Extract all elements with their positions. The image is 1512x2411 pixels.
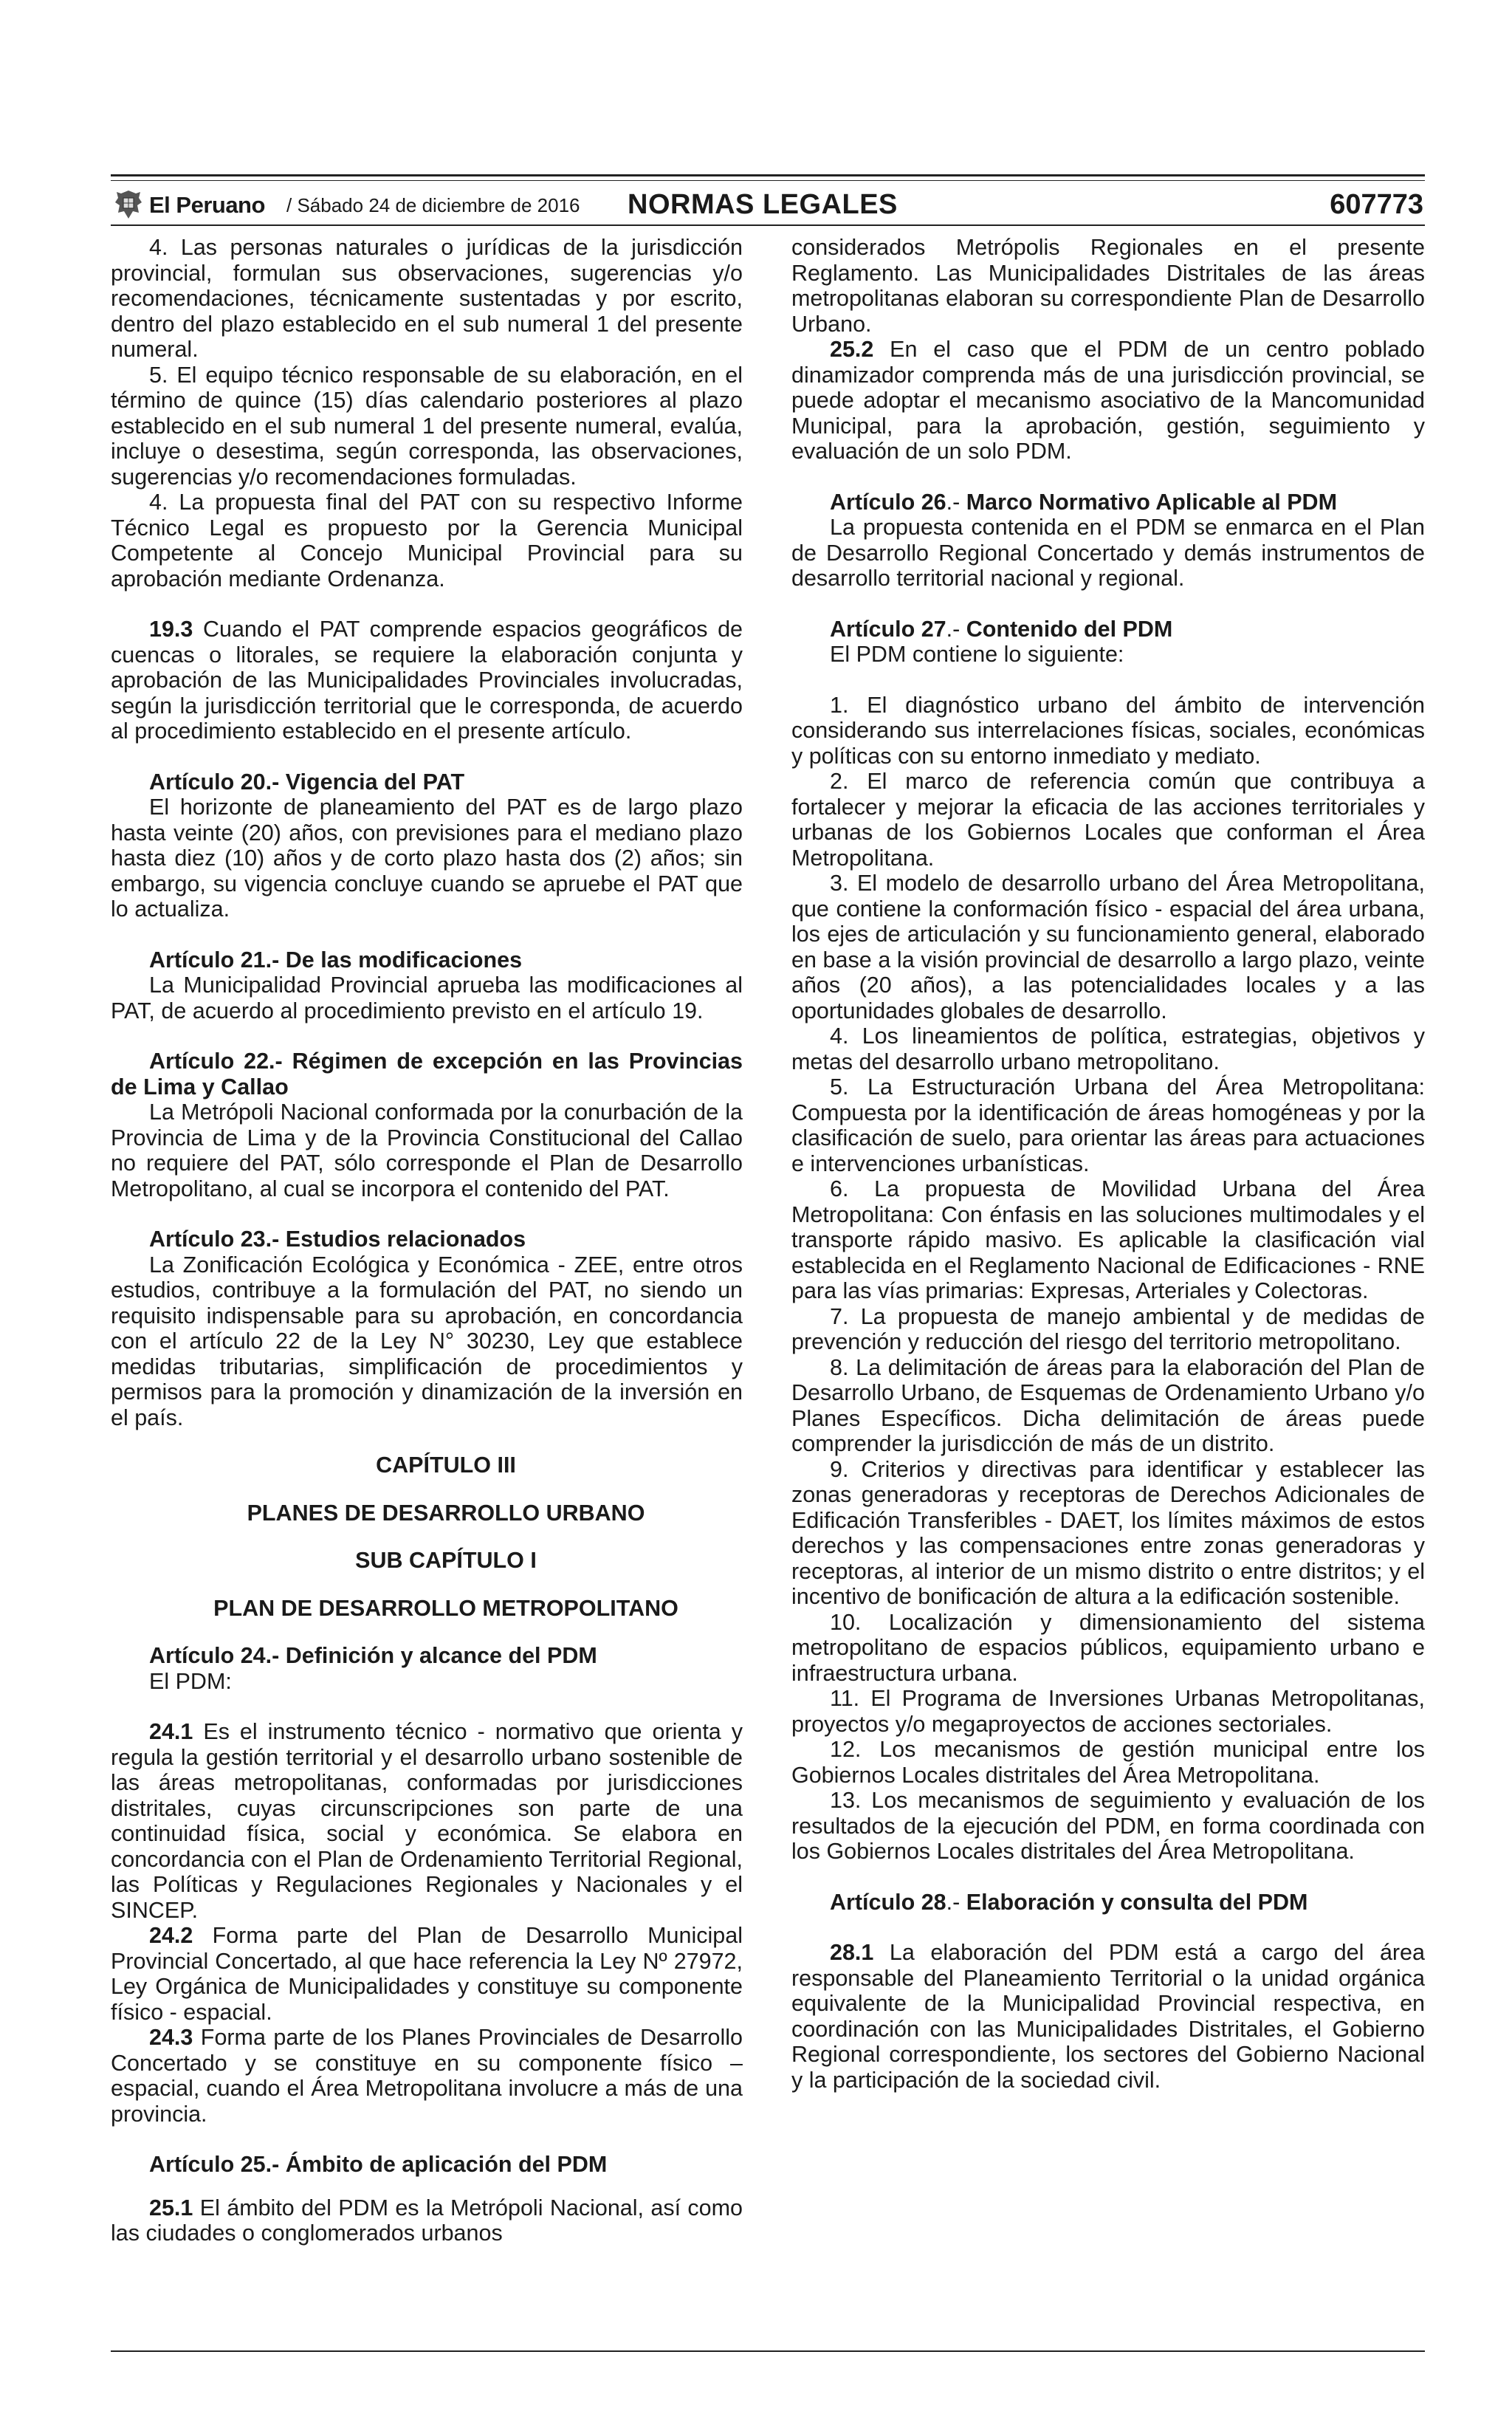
clause-number: 19.3 bbox=[149, 617, 193, 642]
paragraph: considerados Metrópolis Regionales en el presente Reglamento. Las Municipalidades Distritales de las áreas metropolitanas elaboran su correspondiente Plan de Desarrollo Urbano. bbox=[791, 235, 1425, 337]
clause-number: 25.2 bbox=[830, 337, 874, 362]
page-header bbox=[111, 188, 1425, 224]
subchapter-heading: SUB CAPÍTULO I bbox=[355, 1548, 537, 1573]
left-column bbox=[111, 235, 743, 2246]
chapter-heading: CAPÍTULO III bbox=[376, 1453, 516, 1478]
separator: .- bbox=[946, 1889, 966, 1915]
list-item: 6. La propuesta de Movilidad Urbana del Área Metropolitana: Con énfasis en las soluciones multimodales y el transporte rápido masivo. Es aplicable la clasificación vial establecida en el Reglamento Nacional de Edificaciones - RNE para las vías primarias: Expresas, Arteriales y Colectoras. bbox=[791, 1176, 1425, 1303]
footer-rule bbox=[111, 2350, 1425, 2352]
list-item: 10. Localización y dimensionamiento del sistema metropolitano de espacios públicos, equipamiento urbano e infraestructura urbana. bbox=[791, 1609, 1425, 1686]
list-item: 11. El Programa de Inversiones Urbanas Metropolitanas, proyectos y/o megaproyectos de acciones sectoriales. bbox=[791, 1686, 1425, 1737]
header-top-rule bbox=[111, 174, 1425, 176]
paragraph: La propuesta contenida en el PDM se enmarca en el Plan de Desarrollo Regional Concertado y demás instrumentos de desarrollo territorial nacional y regional. bbox=[791, 515, 1425, 591]
page-number: 607773 bbox=[1330, 189, 1423, 220]
clause-number: 24.3 bbox=[149, 2025, 193, 2050]
paragraph: 5. El equipo técnico responsable de su elaboración, en el término de quince (15) días calendario posteriores al plazo establecido en el sub numeral 1 del presente numeral, evalúa, incluye o desestima, según corresponda, las observaciones, sugerencias y/o recomendaciones formuladas. bbox=[111, 362, 743, 490]
article-name: Contenido del PDM bbox=[966, 616, 1173, 642]
paragraph: La Metrópoli Nacional conformada por la conurbación de la Provincia de Lima y de la Provincia Constitucional del Callao no requiere del PAT, sólo corresponde el Plan de Desarrollo Metropolitano, al cual se incorpora el contenido del PAT. bbox=[111, 1100, 743, 1201]
list-item: 5. La Estructuración Urbana del Área Metropolitana: Compuesta por la identificación de áreas homogéneas y por la clasificación de suelo, para orientar las áreas para actuaciones e intervenciones urbanísticas. bbox=[791, 1074, 1425, 1176]
article-label: Artículo 26 bbox=[830, 489, 946, 515]
clause-number: 24.2 bbox=[149, 1923, 193, 1948]
list-item: 4. Los lineamientos de política, estrategias, objetivos y metas del desarrollo urbano metropolitano. bbox=[791, 1023, 1425, 1074]
clause-text: El ámbito del PDM es la Metrópoli Nacional, así como las ciudades o conglomerados urbanos bbox=[111, 2195, 743, 2246]
article-20-heading: Artículo 20.- Vigencia del PAT bbox=[149, 769, 465, 795]
list-item: 2. El marco de referencia común que contribuya a fortalecer y mejorar la eficacia de las acciones territoriales y urbanas de los Gobiernos Locales que conforman el Área Metropolitana. bbox=[791, 769, 1425, 871]
paragraph-28-1 bbox=[791, 1940, 1425, 2093]
clause-text: Forma parte del Plan de Desarrollo Municipal Provincial Concertado, al que hace referencia la Ley Nº 27972, Ley Orgánica de Municipalidades y constituye su componente físico - espacial. bbox=[111, 1923, 743, 2025]
clause-text: Es el instrumento técnico - normativo que orienta y regula la gestión territorial y el desarrollo urbano sostenible de las áreas metropolitanas, conformadas por jurisdicciones distritales, cuyas circunscripciones son parte de una continuidad física, social y económica. Se elabora en concordancia con el Plan de Ordenamiento Territorial Regional, las Políticas y Regulaciones Regionales y Nacionales y el SINCEP. bbox=[111, 1719, 743, 1923]
list-item: 13. Los mecanismos de seguimiento y evaluación de los resultados de la ejecución del PDM, en forma coordinada con los Gobiernos Locales distritales del Área Metropolitana. bbox=[791, 1788, 1425, 1864]
article-name: Elaboración y consulta del PDM bbox=[966, 1889, 1308, 1915]
publication-date: / Sábado 24 de diciembre de 2016 bbox=[286, 194, 580, 216]
paragraph: 4. Las personas naturales o jurídicas de la jurisdicción provincial, formulan sus observaciones, sugerencias y/o recomendaciones, técnicamente sustentadas y por escrito, dentro del plazo establecido en el sub numeral 1 del presente numeral. bbox=[111, 235, 743, 362]
article-24-heading: Artículo 24.- Definición y alcance del PDM bbox=[149, 1643, 597, 1668]
list-item: 8. La delimitación de áreas para la elaboración del Plan de Desarrollo Urbano, de Esquemas de Ordenamiento Urbano y/o Planes Específicos. Dicha delimitación de áreas puede comprender la jurisdicción de más de un distrito. bbox=[791, 1354, 1425, 1456]
paragraph-24-2 bbox=[111, 1923, 743, 2025]
newspaper-brand: El Peruano bbox=[149, 192, 265, 218]
article-25-heading: Artículo 25.- Ámbito de aplicación del PDM bbox=[149, 2152, 608, 2177]
article-21-heading: Artículo 21.- De las modificaciones bbox=[149, 947, 523, 973]
paragraph-25-2 bbox=[791, 337, 1425, 464]
list-item: 1. El diagnóstico urbano del ámbito de intervención considerando sus interrelaciones físicas, sociales, económicas y políticas con su entorno inmediato y mediato. bbox=[791, 692, 1425, 769]
paragraph-24-3 bbox=[111, 2025, 743, 2127]
article-label: Artículo 28 bbox=[830, 1889, 946, 1915]
separator: .- bbox=[946, 489, 966, 515]
header-bottom-rule bbox=[111, 224, 1425, 226]
subchapter-title: PLAN DE DESARROLLO METROPOLITANO bbox=[213, 1595, 678, 1621]
clause-text: Cuando el PAT comprende espacios geográficos de cuencas o litorales, se requiere la elaboración conjunta y aprobación de las Municipalidades Provinciales involucradas, según la jurisdicción territorial que le corresponda, de acuerdo al procedimiento establecido en el presente artículo. bbox=[111, 617, 743, 744]
article-name: Marco Normativo Aplicable al PDM bbox=[966, 489, 1337, 515]
section-title: NORMAS LEGALES bbox=[628, 189, 898, 220]
paragraph: El horizonte de planeamiento del PAT es de largo plazo hasta veinte (20) años, con previsiones para el mediano plazo hasta diez (10) años y de corto plazo hasta dos (2) años; sin embargo, su vigencia concluye cuando se apruebe el PAT que lo actualiza. bbox=[111, 795, 743, 922]
paragraph: La Municipalidad Provincial aprueba las modificaciones al PAT, de acuerdo al procedimiento previsto en el artículo 19. bbox=[111, 973, 743, 1023]
separator: .- bbox=[946, 616, 966, 642]
right-column bbox=[791, 235, 1425, 2093]
chapter-title: PLANES DE DESARROLLO URBANO bbox=[247, 1500, 645, 1526]
paragraph-24-1 bbox=[111, 1719, 743, 1923]
article-26-heading bbox=[791, 490, 1425, 515]
article-label: Artículo 27 bbox=[830, 616, 946, 642]
paragraph: El PDM contiene lo siguiente: bbox=[830, 642, 1124, 667]
clause-number: 28.1 bbox=[830, 1940, 874, 1965]
list-item: 12. Los mecanismos de gestión municipal entre los Gobiernos Locales distritales del Área Metropolitana. bbox=[791, 1737, 1425, 1788]
article-23-heading: Artículo 23.- Estudios relacionados bbox=[149, 1227, 526, 1252]
list-item: 9. Criterios y directivas para identificar y establecer las zonas generadoras y receptoras de Derechos Adicionales de Edificación Transferibles - DAET, los límites máximos de estos derechos y las compensaciones entre zonas generadoras y receptoras, al interior de un mismo distrito o entre distritos; y el incentivo de bonificación de altura a la edificación sostenible. bbox=[791, 1456, 1425, 1609]
clause-text: En el caso que el PDM de un centro poblado dinamizador comprenda más de una jurisdicción provincial, se puede adoptar el mecanismo asociativo de la Mancomunidad Municipal, para la aprobación, gestión, seguimiento y evaluación de un solo PDM. bbox=[791, 337, 1425, 464]
paragraph: 4. La propuesta final del PAT con su respectivo Informe Técnico Legal es propuesto por la Gerencia Municipal Competente al Concejo Municipal Provincial para su aprobación mediante Ordenanza. bbox=[111, 490, 743, 591]
clause-text: Forma parte de los Planes Provinciales de Desarrollo Concertado y se constituye en su componente físico – espacial, cuando el Área Metropolitana involucre a más de una provincia. bbox=[111, 2025, 743, 2127]
paragraph: El PDM: bbox=[149, 1668, 232, 1694]
clause-number: 25.1 bbox=[149, 2195, 193, 2220]
article-28-heading bbox=[791, 1890, 1425, 1916]
clause-text: La elaboración del PDM está a cargo del área responsable del Planeamiento Territorial o la unidad orgánica equivalente de la Municipalidad Provincial respectiva, en coordinación con las Municipalidades Distritales, el Gobierno Regional correspondiente, los sectores del Gobierno Nacional y la participación de la sociedad civil. bbox=[791, 1940, 1425, 2093]
paragraph-19-3 bbox=[111, 617, 743, 744]
header-top-rule-thin bbox=[111, 180, 1425, 181]
paragraph-25-1 bbox=[111, 2195, 743, 2246]
clause-number: 24.1 bbox=[149, 1719, 193, 1744]
article-27-heading bbox=[791, 617, 1425, 642]
paragraph: La Zonificación Ecológica y Económica - ZEE, entre otros estudios, contribuye a la formulación del PAT, no siendo un requisito indispensable para su aprobación, en concordancia con el artículo 22 de la Ley N° 30230, Ley que establece medidas tributarias, simplificación de procedimientos y permisos para la promoción y dinamización de la inversión en el país. bbox=[111, 1252, 743, 1430]
coat-of-arms-icon bbox=[114, 189, 143, 220]
article-22-heading: Artículo 22.- Régimen de excepción en las Provincias de Lima y Callao bbox=[111, 1049, 743, 1100]
list-item: 7. La propuesta de manejo ambiental y de medidas de prevención y reducción del riesgo del territorio metropolitano. bbox=[791, 1303, 1425, 1354]
list-item: 3. El modelo de desarrollo urbano del Área Metropolitana, que contiene la conformación físico - espacial del área urbana, los ejes de articulación y su funcionamiento general, elaborado en base a la visión provincial de desarrollo a largo plazo, veinte años (20 años), a las potencialidades locales y a las oportunidades globales de desarrollo. bbox=[791, 871, 1425, 1023]
